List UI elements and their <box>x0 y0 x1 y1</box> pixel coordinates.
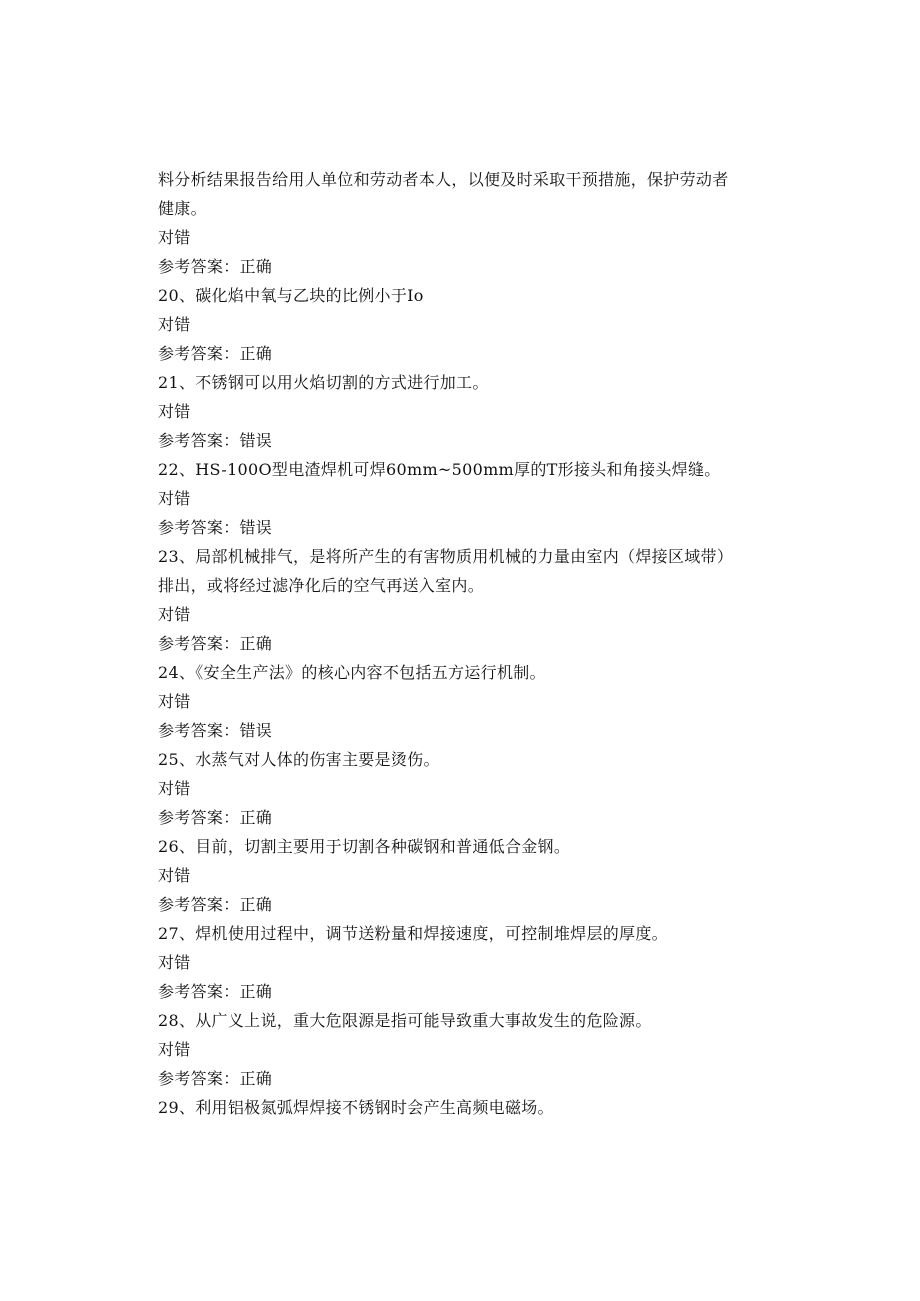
choice-line: 对错 <box>158 228 191 247</box>
answer-line: 参考答案：错误 <box>158 431 273 450</box>
question-21: 21、不锈钢可以用火焰切割的方式进行加工。 <box>158 373 489 392</box>
choice-line: 对错 <box>158 1040 191 1059</box>
question-25: 25、水蒸气对人体的伤害主要是烫伤。 <box>158 750 440 769</box>
answer-line: 参考答案：正确 <box>158 1069 273 1088</box>
choice-line: 对错 <box>158 953 191 972</box>
answer-line: 参考答案：正确 <box>158 808 273 827</box>
answer-line: 参考答案：错误 <box>158 721 273 740</box>
document-body <box>158 165 768 1122</box>
question-26: 26、目前，切割主要用于切割各种碳钢和普通低合金钢。 <box>158 837 571 856</box>
choice-line: 对错 <box>158 866 191 885</box>
question-23: 23、局部机械排气，是将所产生的有害物质用机械的力量由室内（焊接区域带） <box>158 547 734 566</box>
answer-line: 参考答案：正确 <box>158 895 273 914</box>
question-23-continued: 排出，或将经过滤净化后的空气再送入室内。 <box>158 576 485 595</box>
answer-line: 参考答案：正确 <box>158 257 273 276</box>
continuation-line: 料分析结果报告给用人单位和劳动者本人，以便及时采取干预措施，保护劳动者 <box>158 170 729 189</box>
answer-line: 参考答案：错误 <box>158 518 273 537</box>
choice-line: 对错 <box>158 402 191 421</box>
choice-line: 对错 <box>158 315 191 334</box>
answer-line: 参考答案：正确 <box>158 982 273 1001</box>
answer-line: 参考答案：正确 <box>158 344 273 363</box>
choice-line: 对错 <box>158 605 191 624</box>
question-20: 20、碳化焰中氧与乙块的比例小于Io <box>158 286 424 305</box>
question-22: 22、HS-100O型电渣焊机可焊60mm~500mm厚的T形接头和角接头焊缝。 <box>158 460 721 479</box>
question-28: 28、从广义上说，重大危限源是指可能导致重大事故发生的危险源。 <box>158 1011 652 1030</box>
choice-line: 对错 <box>158 489 191 508</box>
question-29: 29、利用铝极氮弧焊焊接不锈钢时会产生高频电磁场。 <box>158 1098 554 1117</box>
continuation-line: 健康。 <box>158 199 207 218</box>
answer-line: 参考答案：正确 <box>158 634 273 653</box>
choice-line: 对错 <box>158 779 191 798</box>
choice-line: 对错 <box>158 692 191 711</box>
question-24: 24、《安全生产法》的核心内容不包括五方运行机制。 <box>158 663 546 682</box>
question-27: 27、焊机使用过程中，调节送粉量和焊接速度，可控制堆焊层的厚度。 <box>158 924 668 943</box>
